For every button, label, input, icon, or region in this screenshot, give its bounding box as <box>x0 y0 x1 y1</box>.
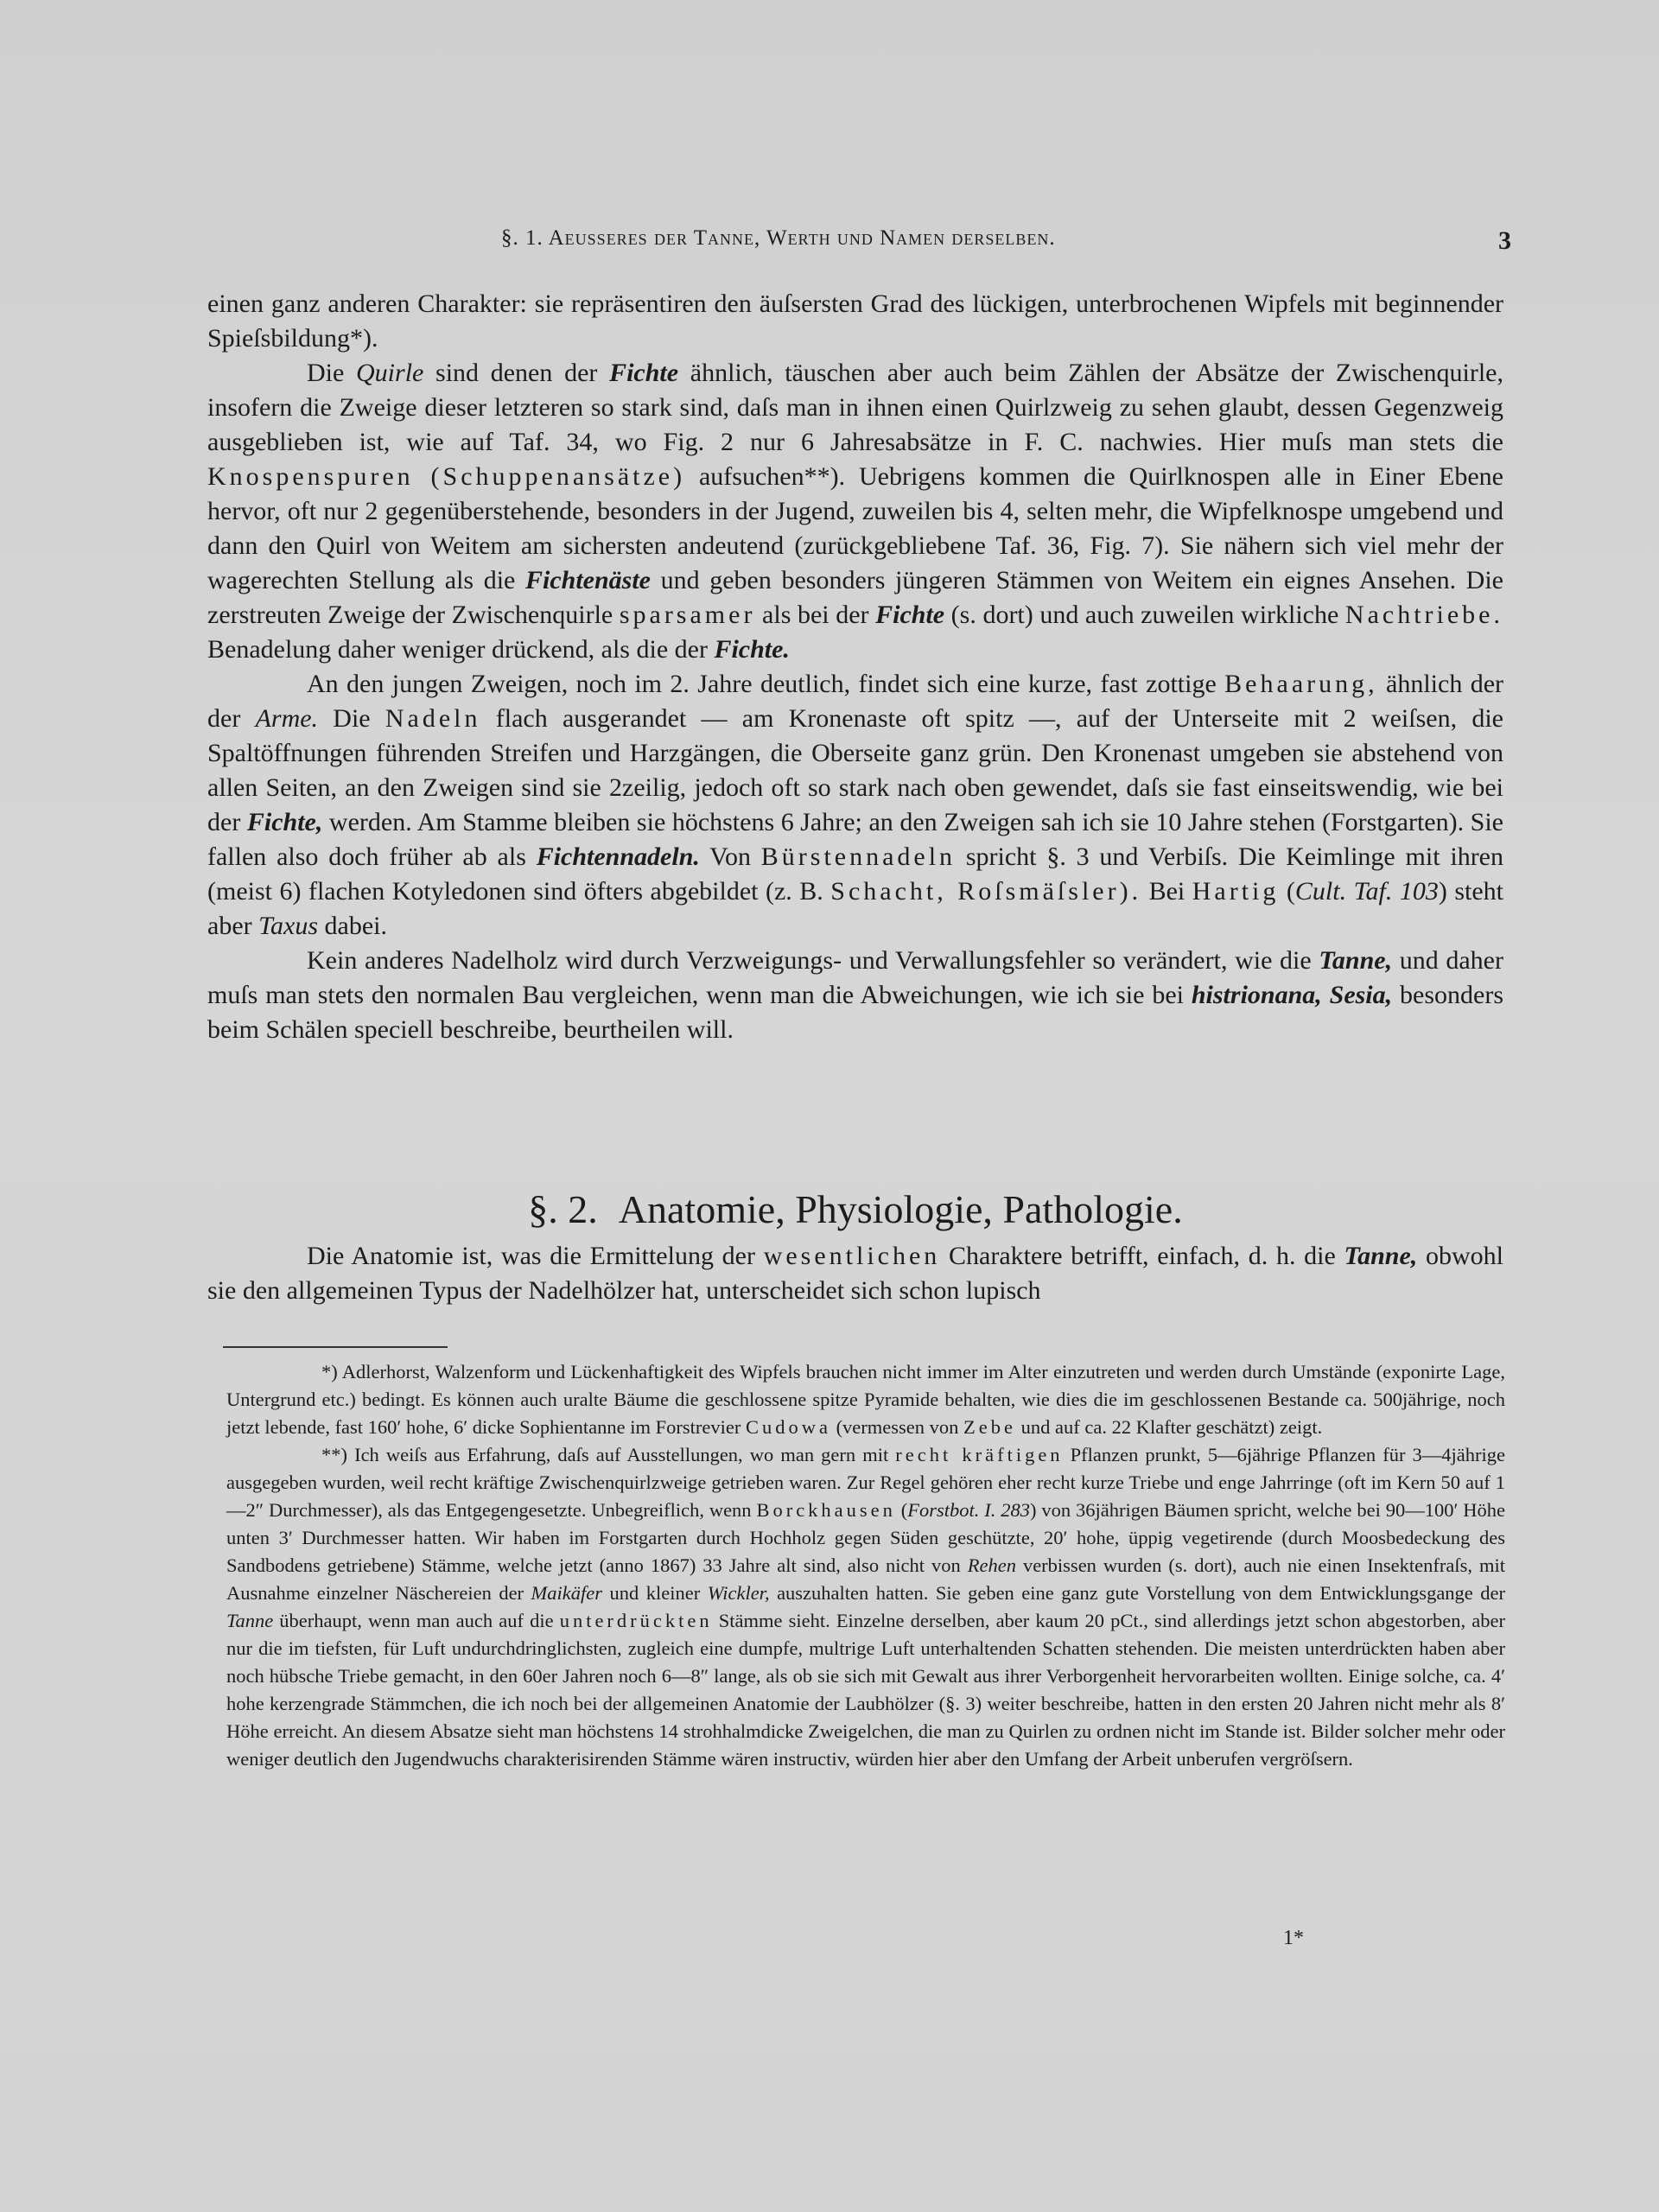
italic-term: Maikäfer <box>531 1582 603 1604</box>
text-run: An den jungen Zweigen, noch im 2. Jahre deutlich, findet sich eine kurze, fast zottige <box>307 670 1225 698</box>
text-run: besonders beim Schälen speciell beschreibe, beurtheilen will. <box>207 981 1503 1044</box>
italic-term: Quirle <box>356 359 424 387</box>
text-run: (vermessen von <box>830 1416 964 1438</box>
text-run: Bei <box>1141 877 1192 906</box>
spaced-term: Behaarung, <box>1224 670 1378 698</box>
text-run: und kleiner <box>602 1582 708 1604</box>
italic-term: Rehen <box>967 1554 1016 1576</box>
text-run: einen ganz anderen Charakter: sie repräsentiren den äuſsersten Grad des lückigen, unterbrochenen Wipfels mit beginnender Spieſsbildung*). <box>207 289 1503 353</box>
italic-term: Fichte. <box>714 635 790 664</box>
text-run: ähnlich, täuschen aber auch beim Zählen der Absätze der Zwischenquirle, insofern die Zweige dieser letzteren so stark sind, daſs man in ihnen einen Quirlzweig zu sehen glaubt, dessen Gegenzweig ausgeblieben ist, wie auf Taf. 34, wo Fig. 2 nur 6 Jahresabsätze in F. C. nachwies. Hier muſs man stets die <box>207 359 1503 456</box>
italic-term: Arme. <box>255 704 319 733</box>
spaced-term: Nachtriebe. <box>1344 601 1503 629</box>
text-run: obwohl sie den allgemeinen Typus der Nadelhölzer hat, unterscheidet sich schon lupisch <box>207 1242 1503 1305</box>
spaced-term: Hartig <box>1192 877 1280 906</box>
text-run: Stämme sieht. Einzelne derselben, aber kaum 20 pCt., sind allerdings jetzt schon abgestorben, aber nur die im tiefsten, für Luft undurchdringlichsten, zugleich eine dumpfe, multrige Luft unterhaltenden Schatten stehenden. Die meisten unterdrückten haben aber noch hübsche Triebe gemacht, in den 60er Jahren noch 6—8″ lange, als ob sie sich mit Gewalt aus ihrer Verborgenheit hervorarbeiten wollten. Einige solche, ca. 4′ hohe kerzengrade Stämmchen, die ich noch bei der allgemeinen Anatomie der Laubhölzer (§. 3) weiter beschreibe, hatten in den ersten 20 Jahren nicht mehr als 8′ Höhe erreicht. An diesem Absatze sieht man höchstens 14 strohhalmdicke Zweigelchen, die man zu Quirlen zu ordnen nicht im Stande ist. Bilder solcher mehr oder weniger deutlich den Jugendwuchs charakterisirenden Stämme wären instructiv, würden hier aber den Umfang der Arbeit unberufen vergröſsern. <box>226 1610 1505 1770</box>
italic-term: Cult. Taf. 103 <box>1294 877 1439 906</box>
italic-term: Tanne <box>226 1610 274 1631</box>
text-run: spricht §. 3 und Verbiſs. Die Keimlinge mit ihren (meist 6) flachen Kotyledonen sind öfters abgebildet (z. B. <box>207 842 1503 906</box>
footnote-divider <box>223 1346 448 1348</box>
section-1-body <box>207 287 1503 1047</box>
italic-term: Wickler, <box>707 1582 770 1604</box>
text-run: auszuhalten hatten. Sie geben eine ganz gute Vorstellung von dem Entwicklungsgange der <box>769 1582 1506 1604</box>
italic-term: Forstbot. I. 283 <box>907 1499 1031 1521</box>
spaced-term: unterdrückten <box>559 1610 713 1631</box>
text-run: überhaupt, wenn man auch auf die <box>273 1610 560 1631</box>
page-number: 3 <box>1498 226 1512 255</box>
section-2-body <box>207 1239 1503 1308</box>
italic-term: Fichte <box>875 601 945 629</box>
text-run: aufsuchen**). Uebrigens kommen die Quirlknospen alle in Einer Ebene hervor, oft nur 2 gegenüberstehende, besonders in der Jugend, zuweilen bis 4, selten mehr, die Wipfelknospe umgebend und dann den Quirl von Weitem am sichersten andeutend (zurückgebliebene Taf. 36, Fig. 7). Sie nähern sich viel mehr der wagerechten Stellung als die <box>207 462 1504 594</box>
text-run: und auf ca. 22 Klafter geschätzt) zeigt. <box>1016 1416 1323 1438</box>
paragraph-5 <box>207 1239 1503 1308</box>
paragraph-3 <box>207 667 1503 944</box>
text-run: *) Adlerhorst, Walzenform und Lückenhaftigkeit des Wipfels brauchen nicht immer im Alter einzutreten und werden durch Umstände (exponirte Lage, Untergrund etc.) bedingt. Es können auch uralte Bäume die geschlossene spitze Pyramide behalten, wie dies die im geschlossenen Bestande ca. 500jährige, noch jetzt lebende, fast 160′ hohe, 6′ dicke Sophientanne im Forstrevier <box>226 1361 1505 1438</box>
text-run: ) steht aber <box>207 877 1503 940</box>
spaced-term: Schacht, Roſsmäſsler). <box>830 877 1142 906</box>
italic-term: Fichte, <box>246 808 323 836</box>
text-run: Die <box>318 704 385 733</box>
text-run: und daher muſs man stets den normalen Bau vergleichen, wenn man die Abweichungen, wie ich sie bei <box>207 946 1503 1009</box>
paragraph-1 <box>207 287 1503 356</box>
paragraph-2 <box>207 356 1503 667</box>
text-run: verbissen wurden (s. dort), auch nie einen Insektenfraſs, mit Ausnahme einzelner Näschereien der <box>226 1554 1505 1604</box>
italic-term: Fichtenäste <box>524 566 651 594</box>
spaced-term: Cudowa <box>745 1416 831 1438</box>
footnotes <box>226 1358 1505 1773</box>
text-run: (s. dort) und auch zuweilen wirkliche <box>944 601 1345 629</box>
footnote-2 <box>226 1441 1505 1773</box>
spaced-term: wesentlichen <box>763 1242 941 1270</box>
italic-term: Tanne, <box>1319 946 1393 975</box>
text-run: ähnlich der der <box>207 670 1504 733</box>
section-title: Anatomie, Physiologie, Pathologie. <box>618 1187 1183 1231</box>
signature-mark: 1* <box>1283 1927 1304 1949</box>
text-run: Charaktere betrifft, einfach, d. h. die <box>940 1242 1344 1270</box>
text-run: Die Anatomie ist, was die Ermittelung der <box>307 1242 764 1270</box>
italic-term: Taxus <box>258 912 319 940</box>
text-run: flach ausgerandet — am Kronenaste oft spitz —, auf der Unterseite mit 2 weiſsen, die Spaltöffnungen führenden Streifen und Harzgängen, die Oberseite ganz grün. Den Kronenast umgeben sie abstehend von allen Seiten, an den Zweigen sind sie 2zeilig, jedoch oft so stark nach oben gewendet, daſs sie fast einseitswendig, wie bei der <box>207 704 1503 836</box>
spaced-term: sparsamer <box>619 601 756 629</box>
text-run: **) Ich weiſs aus Erfahrung, daſs auf Ausstellungen, wo man gern mit <box>321 1444 896 1465</box>
text-run: und geben besonders jüngeren Stämmen von Weitem ein eignes Ansehen. Die zerstreuten Zweige der Zwischenquirle <box>207 566 1503 629</box>
spaced-term: Knospenspuren (Schuppenansätze) <box>207 462 686 491</box>
spaced-term: recht kräftigen <box>895 1444 1064 1465</box>
footnote-1 <box>226 1358 1505 1441</box>
text-run: ( <box>1279 877 1295 906</box>
italic-term: histrionana, Sesia, <box>1191 981 1393 1009</box>
text-run: ) von 36jährigen Bäumen spricht, welche bei 90—100′ Höhe unten 3′ Durchmesser hatten. Wir haben im Forstgarten durch Hochholz gegen Süden geschützte, 20′ hohe, üppig vegetirende (durch Moosbedeckung des Sandbodens getriebene) Stämme, welche jetzt (anno 1867) 33 Jahre alt sind, also nicht von <box>226 1499 1505 1576</box>
italic-term: Fichte <box>609 359 679 387</box>
text-run: sind denen der <box>423 359 610 387</box>
text-run: Pflanzen prunkt, 5—6jährige Pflanzen für 3—4jährige ausgegeben wurden, weil recht kräftige Zwischenquirlzweige getrieben waren. Zur Regel gehören eher recht kurze Triebe und enge Jahrringe (oft im Kern 50 auf 1—2″ Durchmesser), als das Entgegengesetzte. Unbegreiflich, wenn <box>226 1444 1506 1521</box>
text-run: Die <box>307 359 357 387</box>
italic-term: Fichtennadeln. <box>536 842 700 871</box>
text-run: dabei. <box>318 912 388 940</box>
spaced-term: Bürstennadeln <box>760 842 957 871</box>
text-run: ( <box>895 1499 908 1521</box>
text-run: Von <box>699 842 761 871</box>
text-run: werden. Am Stamme bleiben sie höchstens 6 Jahre; an den Zweigen sah ich sie 10 Jahre stehen (Forstgarten). Sie fallen also doch früher ab als <box>207 808 1504 871</box>
spaced-term: Nadeln <box>385 704 481 733</box>
running-header <box>216 226 1512 261</box>
section-2-heading <box>207 1185 1503 1234</box>
text-run: als bei der <box>755 601 876 629</box>
section-number: §. 2. <box>528 1187 598 1231</box>
italic-term: Tanne, <box>1344 1242 1418 1270</box>
running-title: §. 1. Aeusseres der Tanne, Werth und Namen derselben. <box>501 226 1056 250</box>
spaced-term: Borckhausen <box>756 1499 896 1521</box>
text-run: Benadelung daher weniger drückend, als die der <box>207 635 715 664</box>
text-run: Kein anderes Nadelholz wird durch Verzweigungs- und Verwallungsfehler so verändert, wie die <box>307 946 1319 975</box>
paragraph-4 <box>207 944 1503 1047</box>
spaced-term: Zebe <box>963 1416 1016 1438</box>
